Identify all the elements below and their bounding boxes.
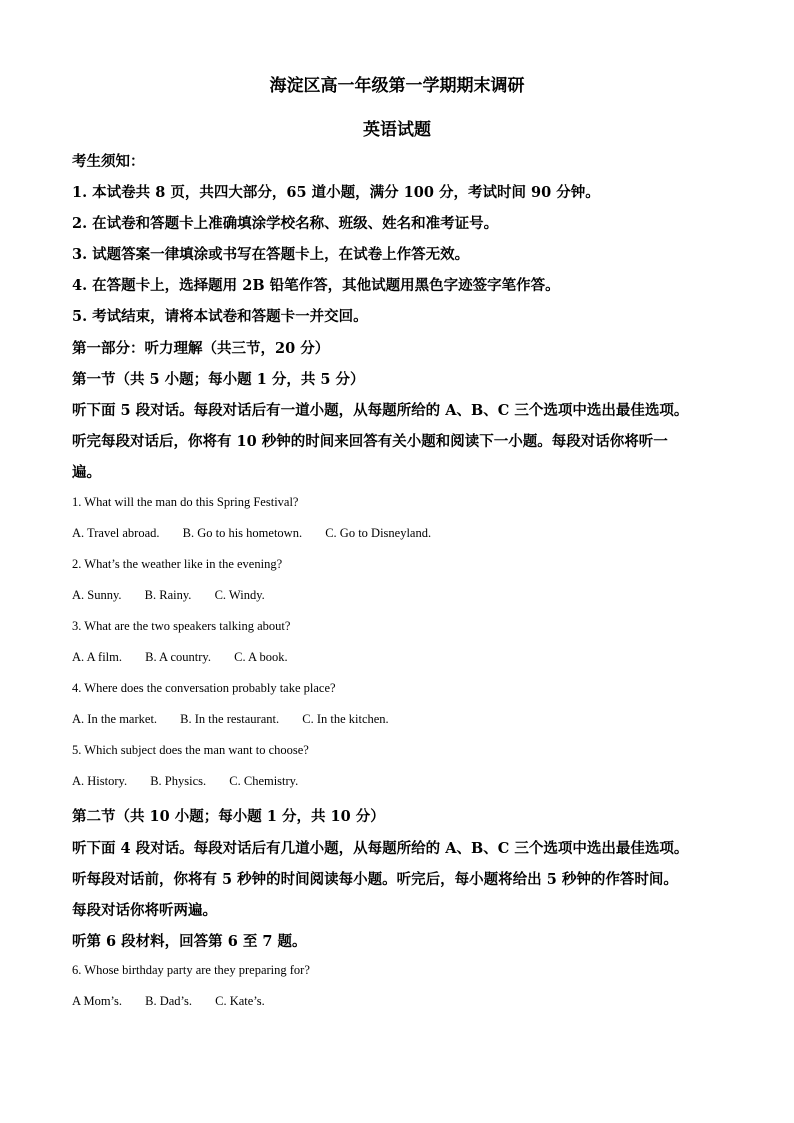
option: B. Physics. <box>150 774 207 788</box>
question-stem: 3. What are the two speakers talking about? <box>72 619 291 633</box>
instruction-line: 遍。 <box>72 464 101 481</box>
question-options <box>72 712 389 727</box>
question-options <box>72 994 265 1009</box>
option: C. Windy. <box>214 588 265 602</box>
notice-item: 5. 考试结束，请将本试卷和答题卡一并交回。 <box>72 308 368 325</box>
option: C. Kate’s. <box>215 994 265 1008</box>
option: B. In the restaurant. <box>180 712 280 726</box>
page-subtitle: 英语试题 <box>363 120 431 140</box>
option: A. In the market. <box>72 712 158 726</box>
section-heading: 第一节（共 5 小题；每小题 1 分，共 5 分） <box>72 371 365 388</box>
instruction-line: 听完每段对话后，你将有 10 秒钟的时间来回答有关小题和阅读下一小题。每段对话你将听一 <box>72 433 668 450</box>
option: C. Go to Disneyland. <box>325 526 432 540</box>
question-stem: 5. Which subject does the man want to choose? <box>72 743 309 757</box>
option: A Mom’s. <box>72 994 123 1008</box>
instruction-line: 听每段对话前，你将有 5 秒钟的时间阅读每小题。听完后，每小题将给出 5 秒钟的作答时间。 <box>72 871 678 888</box>
option: A. Sunny. <box>72 588 122 602</box>
instruction-line: 听下面 5 段对话。每段对话后有一道小题，从每题所给的 A、B、C 三个选项中选出最佳选项。 <box>72 402 689 419</box>
option: B. A country. <box>145 650 211 664</box>
question-options <box>72 650 288 665</box>
instruction-line: 听下面 4 段对话。每段对话后有几道小题，从每题所给的 A、B、C 三个选项中选出最佳选项。 <box>72 840 689 857</box>
notice-heading: 考生须知： <box>72 153 145 170</box>
instruction-line: 每段对话你将听两遍。 <box>72 902 217 919</box>
notice-item: 1. 本试卷共 8 页，共四大部分，65 道小题，满分 100 分，考试时间 90 分钟。 <box>72 184 600 201</box>
option: C. Chemistry. <box>229 774 299 788</box>
option: B. Dad’s. <box>145 994 193 1008</box>
notice-item: 3. 试题答案一律填涂或书写在答题卡上，在试卷上作答无效。 <box>72 246 470 263</box>
option: C. In the kitchen. <box>302 712 389 726</box>
question-stem: 4. Where does the conversation probably take place? <box>72 681 336 695</box>
question-options <box>72 526 431 541</box>
question-stem: 2. What’s the weather like in the evening? <box>72 557 283 571</box>
page-title: 海淀区高一年级第一学期期末调研 <box>269 76 525 96</box>
option: A. A film. <box>72 650 123 664</box>
question-stem: 1. What will the man do this Spring Festival? <box>72 495 299 509</box>
option: C. A book. <box>234 650 288 664</box>
option: B. Go to his hometown. <box>182 526 303 540</box>
notice-item: 4. 在答题卡上，选择题用 2B 铅笔作答，其他试题用黑色字迹签字笔作答。 <box>72 277 560 294</box>
material-line: 听第 6 段材料，回答第 6 至 7 题。 <box>72 933 307 950</box>
question-options <box>72 588 265 603</box>
question-stem: 6. Whose birthday party are they preparing for? <box>72 963 310 977</box>
section-heading: 第二节（共 10 小题；每小题 1 分，共 10 分） <box>72 808 385 825</box>
question-options <box>72 774 298 789</box>
option: A. Travel abroad. <box>72 526 160 540</box>
option: A. History. <box>72 774 128 788</box>
part-heading: 第一部分：听力理解（共三节，20 分） <box>72 340 330 357</box>
option: B. Rainy. <box>144 588 192 602</box>
notice-item: 2. 在试卷和答题卡上准确填涂学校名称、班级、姓名和准考证号。 <box>72 215 499 232</box>
